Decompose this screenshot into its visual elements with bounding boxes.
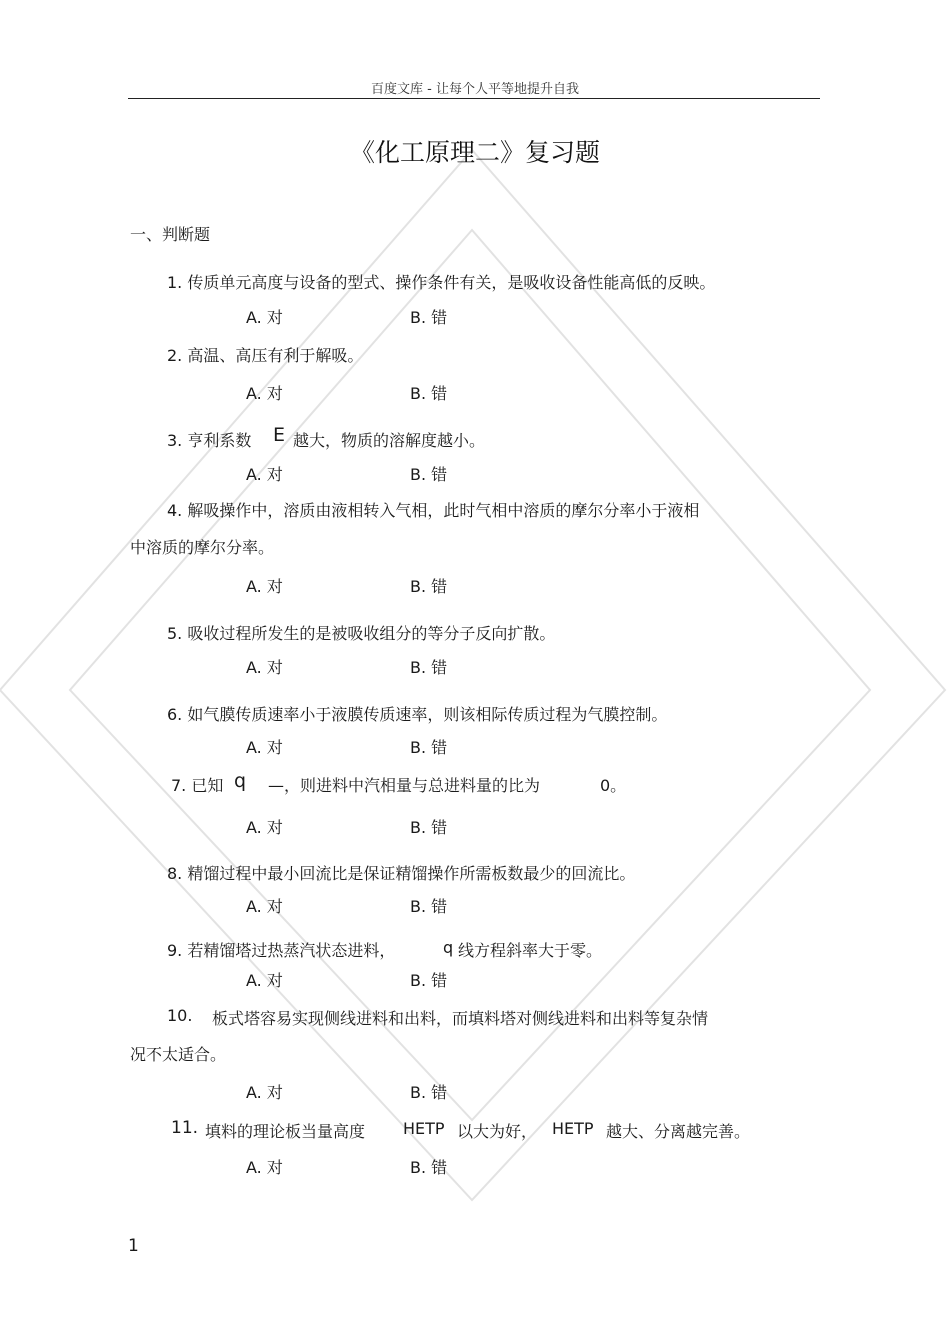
option-a: A. 对 (246, 1158, 283, 1177)
question-text-continued: 况不太适合。 (130, 1045, 227, 1064)
option-b: B. 错 (410, 971, 448, 990)
option-a: A. 对 (246, 738, 283, 757)
option-b: B. 错 (410, 1083, 448, 1102)
question-text: 0。 (600, 776, 627, 795)
math-symbol: q (234, 770, 247, 792)
option-a: A. 对 (246, 308, 283, 327)
question-text: 填料的理论板当量高度 (205, 1122, 366, 1141)
question-text: 9. 若精馏塔过热蒸汽状态进料， (167, 941, 396, 960)
question-number: 11. (171, 1118, 199, 1138)
option-b: B. 错 (410, 818, 448, 837)
option-b: B. 错 (410, 658, 448, 677)
question-text: 3. 亨利系数 (167, 431, 252, 450)
header-rule (128, 98, 820, 99)
question-text: 2. 高温、高压有利于解吸。 (167, 346, 364, 365)
option-b: B. 错 (410, 308, 448, 327)
page-number: 1 (128, 1236, 139, 1256)
option-a: A. 对 (246, 384, 283, 403)
question-text: 以大为好， (457, 1122, 538, 1141)
document-title: 《化工原理二》复习题 (349, 138, 600, 167)
math-symbol: q (443, 938, 454, 957)
option-b: B. 错 (410, 1158, 448, 1177)
question-text: 7. 已知 (171, 776, 224, 795)
question-text: 越大，物质的溶解度越小。 (293, 431, 486, 450)
question-text: 板式塔容易实现侧线进料和出料，而填料塔对侧线进料和出料等复杂情 (212, 1009, 709, 1028)
option-a: A. 对 (246, 658, 283, 677)
question-text: 8. 精馏过程中最小回流比是保证精馏操作所需板数最少的回流比。 (167, 864, 636, 883)
question-text: 4. 解吸操作中，溶质由液相转入气相，此时气相中溶质的摩尔分率小于液相 (167, 501, 700, 520)
option-b: B. 错 (410, 465, 448, 484)
option-b: B. 错 (410, 897, 448, 916)
section-heading: 一、判断题 (130, 225, 211, 244)
question-text-continued: 中溶质的摩尔分率。 (130, 538, 275, 557)
option-a: A. 对 (246, 971, 283, 990)
math-symbol: HETP (552, 1119, 594, 1138)
header-text: 百度文库 - 让每个人平等地提升自我 (371, 82, 579, 97)
question-text: 5. 吸收过程所发生的是被吸收组分的等分子反向扩散。 (167, 624, 556, 643)
option-a: A. 对 (246, 465, 283, 484)
question-text: 越大、分离越完善。 (606, 1122, 751, 1141)
option-a: A. 对 (246, 577, 283, 596)
math-symbol: HETP (403, 1119, 445, 1138)
question-number: 10. (167, 1006, 193, 1025)
math-symbol: E (273, 424, 286, 446)
option-a: A. 对 (246, 897, 283, 916)
question-text: 线方程斜率大于零。 (458, 941, 603, 960)
option-a: A. 对 (246, 1083, 283, 1102)
option-b: B. 错 (410, 577, 448, 596)
question-text: —，则进料中汽相量与总进料量的比为 (268, 776, 541, 795)
option-b: B. 错 (410, 738, 448, 757)
option-b: B. 错 (410, 384, 448, 403)
question-text: 1. 传质单元高度与设备的型式、操作条件有关，是吸收设备性能高低的反映。 (167, 273, 716, 292)
option-a: A. 对 (246, 818, 283, 837)
question-text: 6. 如气膜传质速率小于液膜传质速率，则该相际传质过程为气膜控制。 (167, 705, 668, 724)
